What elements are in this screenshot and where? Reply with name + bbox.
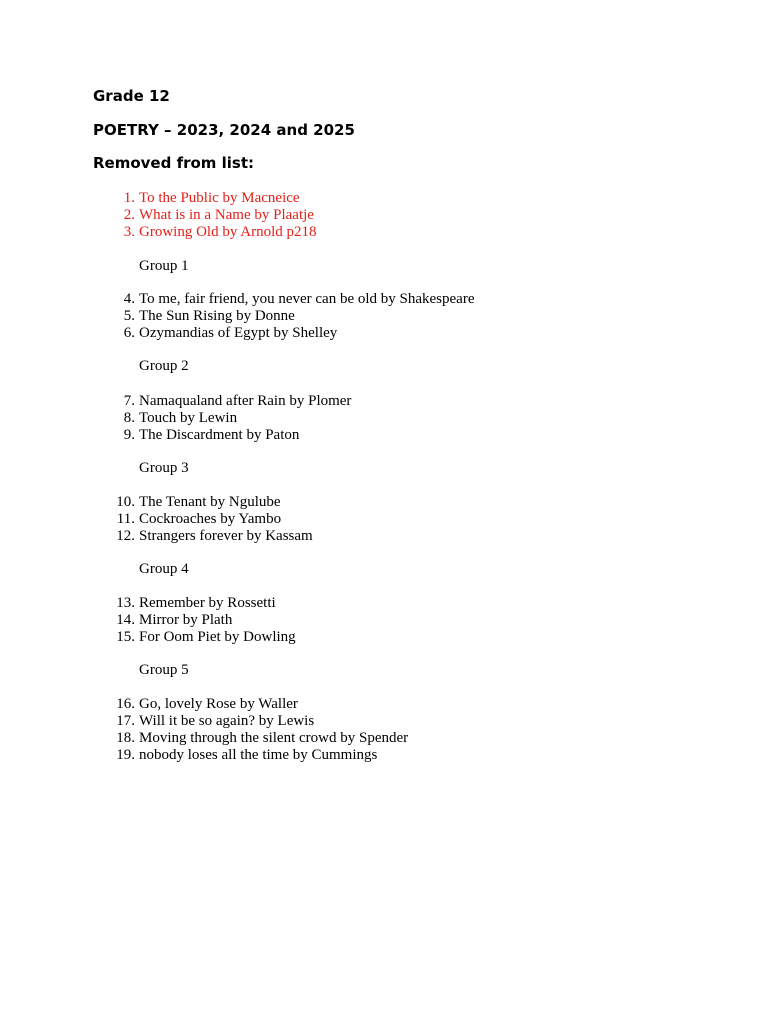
item-text: To the Public by Macneice [139,190,300,206]
item-number: 6. [123,325,135,341]
item-number: 15. [116,629,135,645]
item-number: 10. [116,494,135,510]
document-title: POETRY – 2023, 2024 and 2025 [93,121,355,139]
group-label: Group 5 [139,662,189,678]
item-text: Ozymandias of Egypt by Shelley [139,325,338,341]
item-number: 13. [116,595,135,611]
list-item [0,595,768,612]
item-text: To me, fair friend, you never can be old by Shakespeare [139,291,475,307]
item-text: Mirror by Plath [139,612,233,628]
item-text: Growing Old by Arnold p218 [139,224,317,240]
group-label: Group 1 [139,258,189,274]
removed-list-item [0,224,768,241]
item-text: Strangers forever by Kassam [139,528,313,544]
list-item [0,308,768,325]
item-text: Will it be so again? by Lewis [139,713,315,729]
item-number: 17. [116,713,135,729]
removed-heading: Removed from list: [93,154,255,172]
list-item [0,528,768,545]
item-number: 8. [123,410,135,426]
item-text: What is in a Name by Plaatje [139,207,314,223]
item-number: 11. [116,511,135,527]
list-item [0,427,768,444]
item-number: 12. [116,528,135,544]
list-item [0,511,768,528]
item-text: Namaqualand after Rain by Plomer [139,393,352,409]
item-text: Go, lovely Rose by Waller [139,696,298,712]
list-item [0,612,768,629]
list-item [0,325,768,342]
group-label: Group 4 [139,561,189,577]
list-item [0,393,768,410]
item-text: The Discardment by Paton [139,427,300,443]
list-item [0,730,768,747]
item-number: 2. [123,207,135,223]
item-text: nobody loses all the time by Cummings [139,747,378,763]
list-item [0,696,768,713]
item-number: 3. [123,224,135,240]
item-number: 9. [123,427,135,443]
list-item [0,410,768,427]
grade-heading: Grade 12 [93,87,170,105]
item-number: 14. [116,612,135,628]
item-number: 18. [116,730,135,746]
group-label: Group 2 [139,358,189,374]
list-item [0,629,768,646]
item-text: The Tenant by Ngulube [139,494,281,510]
item-text: For Oom Piet by Dowling [139,629,296,645]
item-text: Touch by Lewin [139,410,238,426]
item-text: Cockroaches by Yambo [139,511,282,527]
item-text: The Sun Rising by Donne [139,308,295,324]
list-item [0,494,768,511]
item-number: 4. [123,291,135,307]
item-text: Moving through the silent crowd by Spender [139,730,409,746]
removed-list-item [0,207,768,224]
item-number: 7. [123,393,135,409]
item-text: Remember by Rossetti [139,595,276,611]
item-number: 1. [123,190,135,206]
list-item [0,291,768,308]
group-label: Group 3 [139,460,189,476]
item-number: 19. [116,747,135,763]
list-item [0,747,768,764]
item-number: 5. [123,308,135,324]
removed-list-item [0,190,768,207]
list-item [0,713,768,730]
item-number: 16. [116,696,135,712]
